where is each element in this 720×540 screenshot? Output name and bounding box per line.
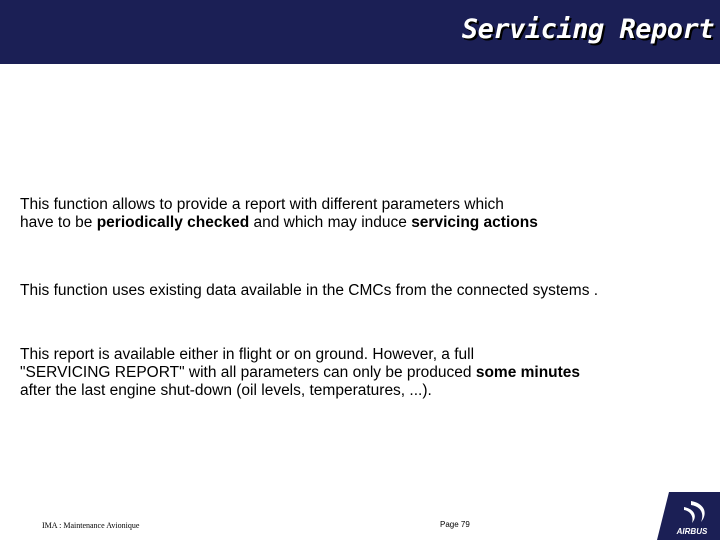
text-run: with different parameters which (285, 196, 504, 213)
paragraph-line: This function uses existing data available in the CMCs from the connected systems . (20, 282, 599, 299)
page-title: Servicing Report (461, 14, 714, 45)
emphasis-servicing-actions: servicing actions (411, 214, 538, 231)
footer-course-title: IMA : Maintenance Avionique (42, 521, 140, 530)
paragraph-line (20, 196, 538, 214)
paragraph-line: This report is available either in flight or on ground. However, a full (20, 346, 475, 363)
text-run: have to be (20, 214, 97, 231)
emphasis-some-minutes: some minutes (475, 364, 581, 381)
paragraph-line: after the last engine shut-down (oil levels, temperatures, ...). (20, 382, 432, 399)
footer-page-number: Page 79 (440, 520, 470, 529)
paragraph-line (20, 214, 538, 232)
airbus-logo-icon (657, 492, 720, 540)
paragraph-availability (20, 346, 580, 400)
header-bar (0, 0, 720, 64)
paragraph-existing-data (20, 282, 598, 300)
emphasis-report: report (244, 196, 286, 213)
text-run: This function allows to provide a (20, 196, 245, 213)
paragraph-line (20, 364, 580, 382)
text-run: "SERVICING REPORT" with all parameters can only be produced (20, 364, 476, 381)
emphasis-periodically-checked: periodically checked (96, 214, 250, 231)
paragraph-report-function (20, 196, 538, 232)
logo-text: AIRBUS (676, 527, 708, 536)
text-run: and which may induce (249, 214, 412, 231)
